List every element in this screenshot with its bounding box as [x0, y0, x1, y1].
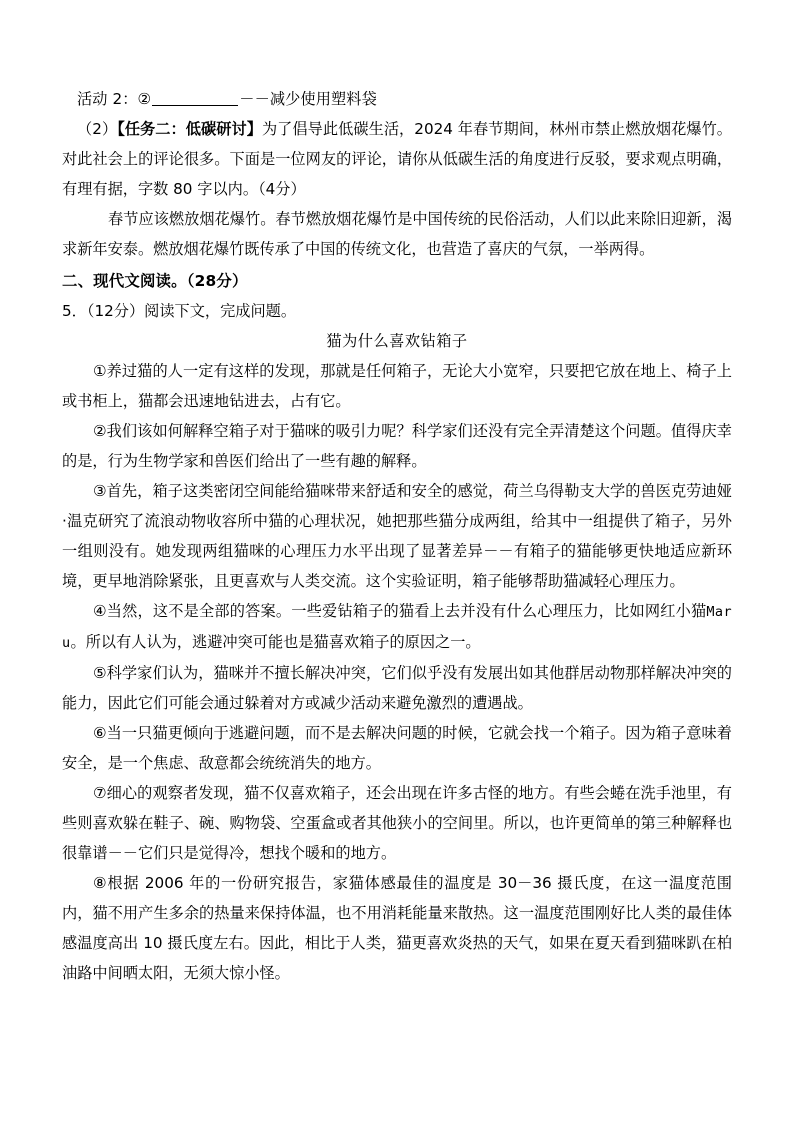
question-2-number: （2） [77, 120, 118, 138]
question-5-label: 5．（12分）阅读下文，完成问题。 [62, 302, 297, 320]
activity-2-suffix: －－减少使用塑料袋 [239, 90, 377, 108]
page-content [62, 84, 732, 988]
activity-2-blank-input[interactable] [152, 105, 238, 106]
section-two-heading: 二、现代文阅读。（28分） [62, 272, 248, 290]
passage-paragraph-2: ②我们该如何解释空箱子对于猫咪的吸引力呢？科学家们还没有完全弄清楚这个问题。值得庆幸的是，行为生物学家和兽医们给出了一些有趣的解释。 [62, 422, 732, 470]
passage-paragraph-5: ⑤科学家们认为，猫咪并不擅长解决冲突，它们似乎没有发展出如其他群居动物那样解决冲突的能力，因此它们可能会通过躲着对方或减少活动来避免激烈的遭遇战。 [62, 664, 732, 712]
passage-paragraph-3: ③首先，箱子这类密闭空间能给猫咪带来舒适和安全的感觉，荷兰乌得勒支大学的兽医克劳迪娅·温克研究了流浪动物收容所中猫的心理状况，她把那些猫分成两组，给其中一组提供了箱子，另外一组则没有。她发现两组猫咪的心理压力水平出现了显著差异－－有箱子的猫能够更快地适应新环境，更早地消除紧张，且更喜欢与人类交流。这个实验证明，箱子能够帮助猫减轻心理压力。 [62, 482, 732, 590]
cat-name-maru: Maru [62, 604, 732, 651]
activity-2-prefix: 活动 2：② [77, 90, 152, 108]
question-2-block [62, 114, 732, 204]
quoted-netizen-comment: 春节应该燃放烟花爆竹。春节燃放烟花爆竹是中国传统的民俗活动，人们以此来除旧迎新，渴求新年安泰。燃放烟花爆竹既传承了中国的传统文化，也营造了喜庆的气氛，一举两得。 [62, 210, 732, 258]
question-2-body: 为了倡导此低碳生活，2024 年春节期间，林州市禁止燃放烟花爆竹。对此社会上的评论很多。下面是一位网友的评论，请你从低碳生活的角度进行反驳，要求观点明确，有理有据，字数 80 字以内。（4分） [62, 120, 732, 198]
passage-paragraph-8: ⑧根据 2006 年的一份研究报告，家猫体感最佳的温度是 30－36 摄氏度，在这一温度范围内，猫不用产生多余的热量来保持体温，也不用消耗能量来散热。这一温度范围刚好比人类的最佳体感温度高出 10 摄氏度左右。因此，相比于人类，猫更喜欢炎热的天气，如果在夏天看到猫咪趴在柏油路中间晒太阳，无须大惊小怪。 [62, 874, 732, 982]
passage-paragraph-6: ⑥当一只猫更倾向于逃避问题，而不是去解决问题的时候，它就会找一个箱子。因为箱子意味着安全，是一个焦虑、敌意都会统统消失的地方。 [62, 724, 732, 772]
passage-paragraph-1: ①养过猫的人一定有这样的发现，那就是任何箱子，无论大小宽窄，只要把它放在地上、椅子上或书柜上，猫都会迅速地钻进去，占有它。 [62, 362, 732, 410]
passage-title: 猫为什么喜欢钻箱子 [326, 332, 468, 350]
activity-2-line [62, 84, 732, 114]
passage-paragraph-4 [62, 596, 732, 658]
question-2-task-tag: 【任务二：低碳研讨】 [117, 120, 262, 138]
passage-paragraph-4-part-a: ④当然，这不是全部的答案。一些爱钻箱子的猫看上去并没有什么心理压力，比如网红小猫 [93, 602, 707, 620]
passage-paragraph-7: ⑦细心的观察者发现，猫不仅喜欢箱子，还会出现在许多古怪的地方。有些会蜷在洗手池里，有些则喜欢躲在鞋子、碗、购物袋、空蛋盒或者其他狭小的空间里。所以，也许更简单的第三种解释也很靠谱－－它们只是觉得冷，想找个暖和的地方。 [62, 784, 732, 862]
passage-paragraph-4-part-b: 。所以有人认为，逃避冲突可能也是猫喜欢箱子的原因之一。 [70, 633, 481, 651]
